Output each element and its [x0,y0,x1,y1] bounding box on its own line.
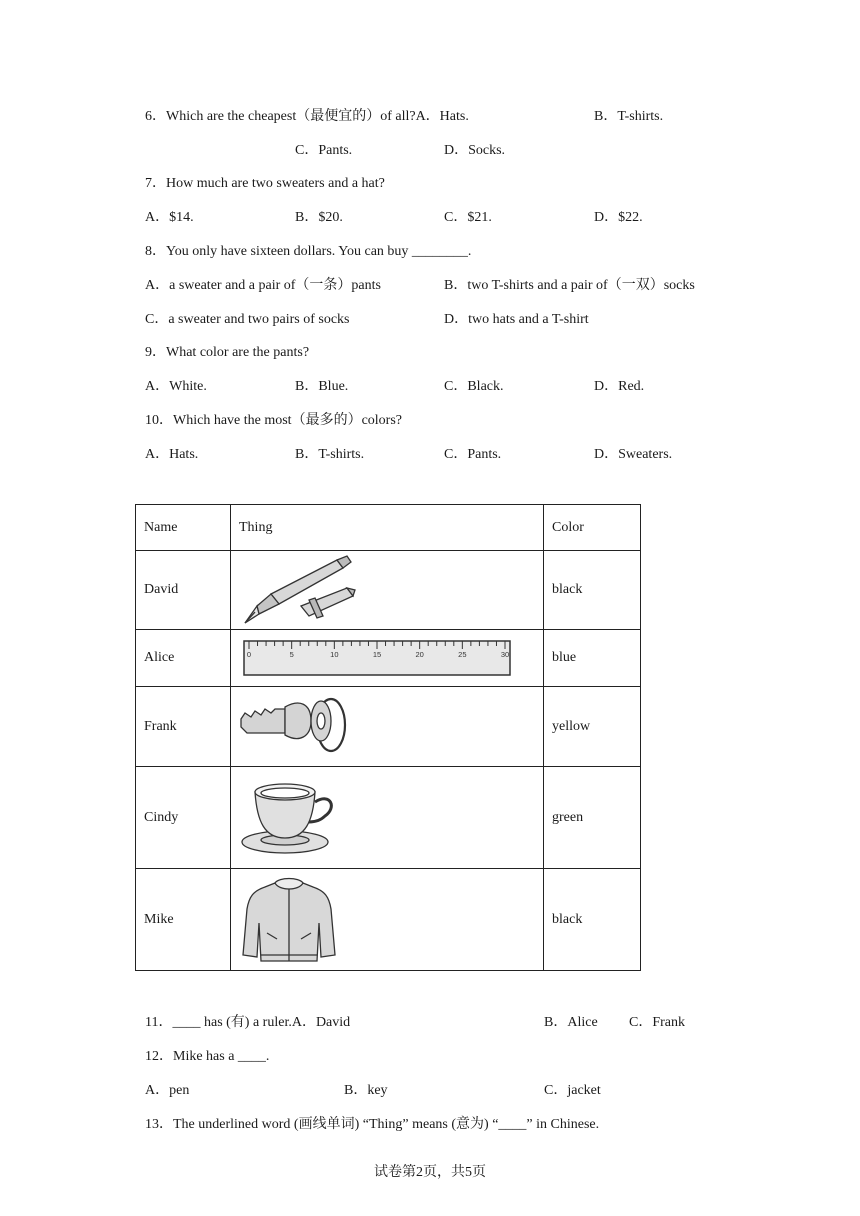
row-name: David [136,551,231,630]
ruler-icon [239,637,515,679]
jacket-icon [239,875,339,965]
row-thing [231,869,544,971]
table-row [136,687,641,767]
row-name: Cindy [136,767,231,869]
header-thing: Thing [231,505,544,551]
row-thing [231,630,544,687]
ruler-tick-label: 25 [458,650,467,659]
question-10-option-c: C．Pants. [444,447,502,462]
row-color: black [544,551,641,630]
question-8-option-b: B．two T-shirts and a pair of（一双）socks [444,278,695,293]
question-12-option-a: A．pen [145,1083,190,1098]
question-10-option-d: D．Sweaters. [594,447,673,462]
question-6-option-c: C．Pants. [295,143,353,158]
header-name: Name [136,505,231,551]
question-9-option-b: B．Blue. [295,379,349,394]
table-header-row [136,505,641,551]
row-color: green [544,767,641,869]
ruler-tick-label: 0 [246,650,252,659]
question-7-stem: 7．How much are two sweaters and a hat? [145,176,385,191]
question-9-stem: 9．What color are the pants? [145,345,310,360]
ruler-tick-label: 15 [372,650,382,659]
row-thing [231,687,544,767]
question-6-option-b: B．T-shirts. [594,109,664,124]
row-color: yellow [544,687,641,767]
question-7-option-d: D．$22. [594,210,643,225]
question-7-option-c: C．$21. [444,210,492,225]
question-9-option-d: D．Red. [594,379,645,394]
question-7-option-b: B．$20. [295,210,343,225]
row-color: black [544,869,641,971]
question-6-stem: 6．Which are the cheapest（最便宜的）of all?A．Hats. [145,109,469,124]
question-7-option-a: A．$14. [145,210,194,225]
question-8-option-c: C．a sweater and two pairs of socks [145,312,350,327]
ruler-tick-label: 30 [500,650,510,659]
row-thing [231,551,544,630]
key-icon [239,693,349,761]
question-11-option-c: C．Frank [629,1015,685,1030]
header-color: Color [544,505,641,551]
page-footer: 试卷第2页，共5页 [374,1165,486,1180]
row-color: blue [544,630,641,687]
table-row [136,767,641,869]
row-thing [231,767,544,869]
row-name: Alice [136,630,231,687]
table-row [136,630,641,687]
ruler-tick-label: 10 [330,650,339,659]
cup-icon [239,778,339,858]
question-6-option-d: D．Socks. [444,143,506,158]
question-9-option-a: A．White. [145,379,207,394]
question-9-option-c: C．Black. [444,379,504,394]
question-10-option-b: B．T-shirts. [295,447,365,462]
question-11-stem: 11．____ has (有) a ruler.A．David [145,1015,351,1030]
question-8-stem: 8．You only have sixteen dollars. You can buy ________. [145,244,472,259]
ruler-tick-label: 5 [289,650,294,659]
row-name: Mike [136,869,231,971]
name-thing-color-table [135,504,641,971]
question-11-option-b: B．Alice [544,1015,598,1030]
question-8-option-a: A．a sweater and a pair of（一条）pants [145,278,381,293]
pen-icon [239,554,359,626]
question-10-option-a: A．Hats. [145,447,199,462]
ruler-tick-label: 20 [415,650,424,659]
question-8-option-d: D．two hats and a T-shirt [444,312,589,327]
question-12-option-b: B．key [344,1083,388,1098]
question-12-stem: 12．Mike has a ____. [145,1049,270,1064]
table-row [136,551,641,630]
question-12-option-c: C．jacket [544,1083,601,1098]
question-13-stem: 13．The underlined word (画线单词) “Thing” means (意为) “____” in Chinese. [145,1117,600,1132]
table-row [136,869,641,971]
row-name: Frank [136,687,231,767]
question-10-stem: 10．Which have the most（最多的）colors? [145,413,403,428]
